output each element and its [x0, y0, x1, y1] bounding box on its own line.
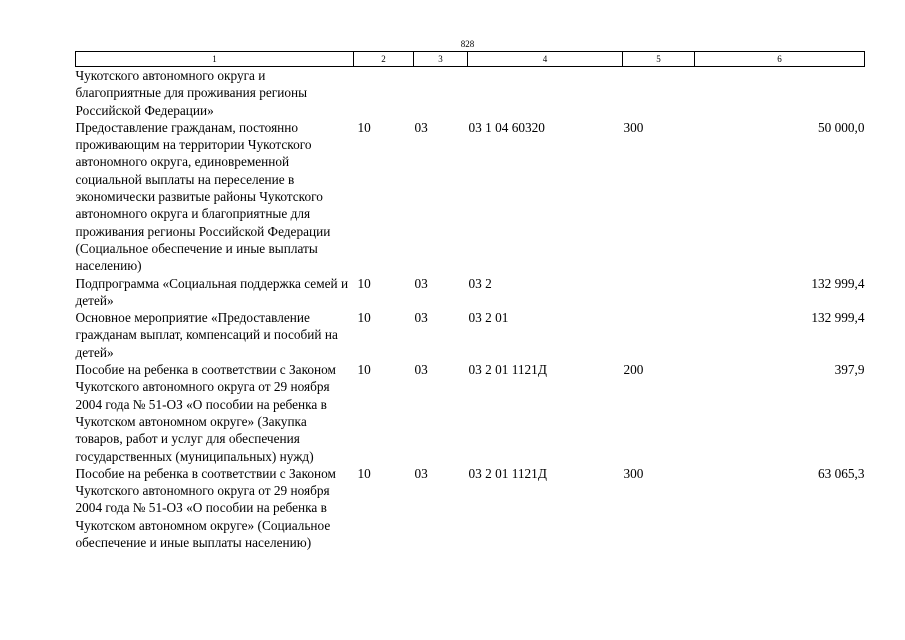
row-subsection: 03	[414, 310, 428, 326]
column-header-1: 1	[76, 52, 354, 67]
row-amount: 63 065,3	[817, 465, 865, 481]
column-header-3: 3	[414, 52, 468, 67]
table-row	[76, 67, 865, 119]
row-target-article: 03 2 01 1121Д	[468, 362, 547, 378]
table-header	[76, 52, 865, 67]
row-name: Пособие на ребенка в соответствии с Законом Чукотского автономного округа от 29 ноября 2004 года № 51-ОЗ «О пособии на ребенка в Чукотском автономном округе» (Закупка товаров, работ и услуг для обеспечения государственных (муниципальных) нужд)	[75, 362, 336, 464]
row-name: Предоставление гражданам, постоянно проживающим на территории Чукотского автономного округа, единовременной социальной выплаты на переселение в экономически развитые районы Чукотского автономного округа и благоприятные для проживания регионы Российской Федерации (Социальное обеспечение и иные выплаты населению)	[75, 119, 331, 274]
row-expense-type: 200	[623, 362, 644, 378]
column-header-2: 2	[354, 52, 414, 67]
column-header-5: 5	[623, 52, 695, 67]
header-row	[76, 52, 865, 67]
row-amount: 50 000,0	[817, 119, 865, 135]
row-section: 10	[357, 275, 371, 291]
column-header-6: 6	[695, 52, 865, 67]
row-target-article: 03 2 01	[468, 310, 509, 326]
row-name: Подпрограмма «Социальная поддержка семей и детей»	[75, 275, 349, 308]
row-expense-type: 300	[623, 119, 644, 135]
row-expense-type: 300	[623, 465, 644, 481]
table-body	[76, 67, 865, 552]
row-subsection: 03	[414, 119, 428, 135]
budget-table	[75, 51, 865, 551]
table-row	[76, 361, 865, 465]
row-expense-type	[623, 309, 695, 361]
row-expense-type	[623, 67, 695, 119]
column-header-4: 4	[468, 52, 623, 67]
row-section	[354, 67, 414, 119]
page-number: 828	[460, 39, 475, 49]
row-name: Основное мероприятие «Предоставление гражданам выплат, компенсаций и пособий на детей»	[75, 310, 338, 360]
table-row	[76, 119, 865, 275]
row-expense-type	[623, 275, 695, 310]
row-name: Пособие на ребенка в соответствии с Законом Чукотского автономного округа от 29 ноября 2004 года № 51-ОЗ «О пособии на ребенка в Чукотском автономном округе» (Социальное обеспечение и иные выплаты населению)	[75, 465, 336, 551]
row-name: Чукотского автономного округа и благоприятные для проживания регионы Российской Федерации»	[75, 68, 308, 118]
row-amount: 132 999,4	[811, 275, 865, 291]
row-section: 10	[357, 362, 371, 378]
row-amount	[695, 67, 865, 119]
row-subsection: 03	[414, 465, 428, 481]
row-subsection	[414, 67, 468, 119]
row-amount: 397,9	[834, 362, 865, 378]
row-section: 10	[357, 465, 371, 481]
table-row	[76, 309, 865, 361]
row-subsection: 03	[414, 275, 428, 291]
row-target-article: 03 2 01 1121Д	[468, 465, 547, 481]
row-amount: 132 999,4	[811, 310, 865, 326]
row-target-article: 03 2	[468, 275, 492, 291]
row-section: 10	[357, 310, 371, 326]
row-section: 10	[357, 119, 371, 135]
table-row	[76, 465, 865, 551]
row-target-article: 03 1 04 60320	[468, 119, 545, 135]
row-subsection: 03	[414, 362, 428, 378]
row-target-article	[468, 67, 623, 119]
table-row	[76, 275, 865, 310]
